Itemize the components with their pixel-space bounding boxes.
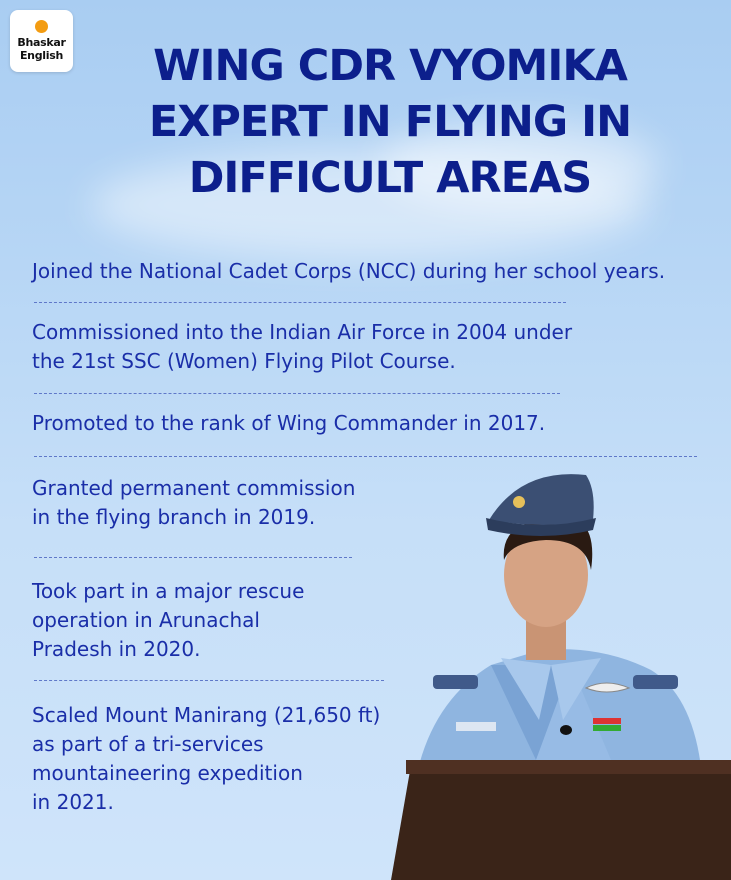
fact-divider xyxy=(34,302,566,303)
logo-line-2: English xyxy=(19,49,64,62)
title-line-2: EXPERT IN FLYING IN xyxy=(148,97,632,147)
title-line-3: DIFFICULT AREAS xyxy=(188,153,592,203)
fact-line: operation in Arunachal xyxy=(32,608,260,632)
fact-item xyxy=(32,318,572,376)
fact-line: Joined the National Cadet Corps (NCC) during her school years. xyxy=(32,259,666,283)
fact-divider xyxy=(34,557,352,558)
title-line-1: WING CDR VYOMIKA xyxy=(153,41,627,91)
fact-line: Commissioned into the Indian Air Force in 2004 under xyxy=(32,320,573,344)
logo-text xyxy=(17,36,65,62)
fact-divider xyxy=(34,680,384,681)
fact-line: mountaineering expedition xyxy=(32,761,303,785)
fact-item xyxy=(32,474,355,532)
fact-divider xyxy=(34,456,697,457)
fact-item xyxy=(32,409,545,438)
fact-line: Promoted to the rank of Wing Commander in 2017. xyxy=(32,411,546,435)
fact-line: in the flying branch in 2019. xyxy=(32,505,316,529)
fact-item xyxy=(32,257,665,286)
fact-item xyxy=(32,701,380,817)
fact-divider xyxy=(34,393,560,394)
fact-line: Took part in a major rescue xyxy=(32,579,305,603)
fact-item xyxy=(32,577,304,664)
officer-illustration xyxy=(371,460,731,880)
fact-line: Granted permanent commission xyxy=(32,476,356,500)
logo-line-1: Bhaskar xyxy=(17,36,66,49)
fact-line: in 2021. xyxy=(32,790,114,814)
bhaskar-english-logo xyxy=(10,10,73,72)
page-title xyxy=(90,38,690,206)
fact-line: as part of a tri-services xyxy=(32,732,264,756)
logo-sun-icon xyxy=(35,20,48,33)
fact-line: Pradesh in 2020. xyxy=(32,637,201,661)
fact-line: the 21st SSC (Women) Flying Pilot Course. xyxy=(32,349,456,373)
fact-line: Scaled Mount Manirang (21,650 ft) xyxy=(32,703,381,727)
